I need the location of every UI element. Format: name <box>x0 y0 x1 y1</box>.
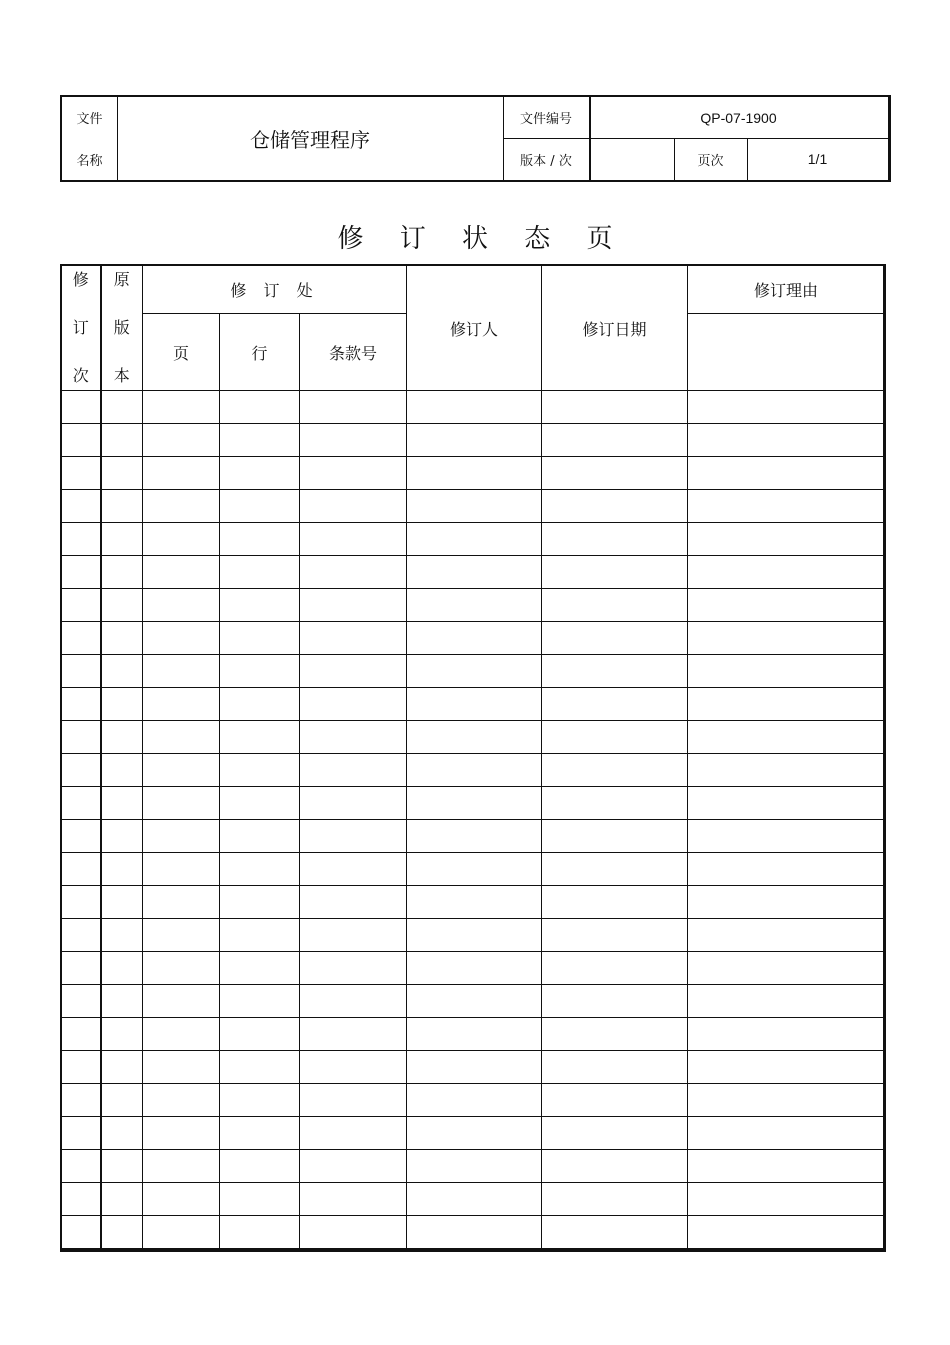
table-cell[interactable] <box>101 1216 143 1249</box>
table-cell[interactable] <box>542 424 688 457</box>
table-row <box>62 523 885 556</box>
table-cell[interactable] <box>542 1018 688 1051</box>
table-cell[interactable] <box>542 886 688 919</box>
table-cell[interactable] <box>407 1117 542 1150</box>
table-cell[interactable] <box>407 688 542 721</box>
table-cell[interactable] <box>407 886 542 919</box>
table-cell[interactable] <box>688 391 885 424</box>
table-cell[interactable] <box>407 985 542 1018</box>
table-row <box>62 655 885 688</box>
table-cell[interactable] <box>300 457 407 490</box>
table-cell[interactable] <box>62 622 101 655</box>
table-cell[interactable] <box>143 1018 220 1051</box>
table-cell[interactable] <box>143 787 220 820</box>
table-cell[interactable] <box>220 1084 300 1117</box>
table-cell[interactable] <box>300 622 407 655</box>
table-row <box>62 820 885 853</box>
table-cell[interactable] <box>220 985 300 1018</box>
table-cell[interactable] <box>143 622 220 655</box>
table-cell[interactable] <box>62 490 101 523</box>
table-cell[interactable] <box>688 424 885 457</box>
table-cell[interactable] <box>62 1084 101 1117</box>
table-row <box>62 490 885 523</box>
table-row <box>62 985 885 1018</box>
table-cell[interactable] <box>220 1216 300 1249</box>
table-cell[interactable] <box>542 655 688 688</box>
table-cell[interactable] <box>101 853 143 886</box>
table-cell[interactable] <box>542 523 688 556</box>
table-cell[interactable] <box>407 919 542 952</box>
reviser-header: 修订人 <box>407 266 542 391</box>
table-cell[interactable] <box>220 754 300 787</box>
rev-no-char: 订 <box>72 318 89 337</box>
table-cell[interactable] <box>220 1051 300 1084</box>
table-cell[interactable] <box>101 589 143 622</box>
table-row <box>62 622 885 655</box>
table-row <box>62 886 885 919</box>
table-cell[interactable] <box>688 1117 885 1150</box>
table-cell[interactable] <box>688 1051 885 1084</box>
table-cell[interactable] <box>62 457 101 490</box>
table-cell[interactable] <box>220 952 300 985</box>
page-no-value: 1/1 <box>807 151 828 167</box>
table-row <box>62 1183 885 1216</box>
table-cell[interactable] <box>62 721 101 754</box>
table-cell[interactable] <box>62 688 101 721</box>
table-cell[interactable] <box>407 457 542 490</box>
table-cell[interactable] <box>220 886 300 919</box>
table-cell[interactable] <box>143 589 220 622</box>
orig-version-char: 原 <box>113 270 130 289</box>
table-cell[interactable] <box>220 787 300 820</box>
table-cell[interactable] <box>300 1150 407 1183</box>
table-cell[interactable] <box>62 1216 101 1249</box>
table-cell[interactable] <box>300 391 407 424</box>
table-cell[interactable] <box>688 820 885 853</box>
table-cell[interactable] <box>688 1018 885 1051</box>
table-cell[interactable] <box>101 1183 143 1216</box>
table-cell[interactable] <box>101 490 143 523</box>
table-cell[interactable] <box>300 1018 407 1051</box>
table-cell[interactable] <box>220 1150 300 1183</box>
document-header <box>60 95 891 182</box>
table-cell[interactable] <box>143 919 220 952</box>
table-cell[interactable] <box>542 952 688 985</box>
table-cell[interactable] <box>143 1084 220 1117</box>
table-cell[interactable] <box>407 391 542 424</box>
table-cell[interactable] <box>300 490 407 523</box>
table-cell[interactable] <box>62 589 101 622</box>
table-cell[interactable] <box>220 721 300 754</box>
table-row <box>62 754 885 787</box>
table-row <box>62 1117 885 1150</box>
rev-no-header <box>62 266 101 391</box>
table-cell[interactable] <box>542 688 688 721</box>
table-cell[interactable] <box>62 886 101 919</box>
table-cell[interactable] <box>407 1216 542 1249</box>
table-cell[interactable] <box>143 556 220 589</box>
table-cell[interactable] <box>542 853 688 886</box>
table-row <box>62 952 885 985</box>
table-cell[interactable] <box>220 490 300 523</box>
table-cell[interactable] <box>62 1183 101 1216</box>
line-header: 行 <box>220 314 300 391</box>
table-row <box>62 1018 885 1051</box>
table-cell[interactable] <box>688 985 885 1018</box>
table-cell[interactable] <box>220 1018 300 1051</box>
table-cell[interactable] <box>220 655 300 688</box>
table-cell[interactable] <box>62 1018 101 1051</box>
table-cell[interactable] <box>688 1150 885 1183</box>
table-cell[interactable] <box>143 490 220 523</box>
table-cell[interactable] <box>300 820 407 853</box>
table-cell[interactable] <box>101 556 143 589</box>
table-cell[interactable] <box>300 523 407 556</box>
table-cell[interactable] <box>62 556 101 589</box>
page-no-label: 页次 <box>697 153 724 169</box>
table-cell[interactable] <box>143 820 220 853</box>
table-cell[interactable] <box>62 424 101 457</box>
table-cell[interactable] <box>62 655 101 688</box>
table-cell[interactable] <box>143 886 220 919</box>
table-cell[interactable] <box>407 655 542 688</box>
orig-version-char: 本 <box>113 366 130 385</box>
table-cell[interactable] <box>143 1051 220 1084</box>
table-cell[interactable] <box>300 754 407 787</box>
table-cell[interactable] <box>220 523 300 556</box>
table-cell[interactable] <box>407 1084 542 1117</box>
doc-name-value: 仓储管理程序 <box>250 128 370 152</box>
table-cell[interactable] <box>220 688 300 721</box>
table-cell[interactable] <box>62 1150 101 1183</box>
table-cell[interactable] <box>143 1183 220 1216</box>
table-cell[interactable] <box>101 1051 143 1084</box>
table-row <box>62 721 885 754</box>
table-cell[interactable] <box>407 1150 542 1183</box>
table-cell[interactable] <box>101 1117 143 1150</box>
table-cell[interactable] <box>62 919 101 952</box>
table-cell[interactable] <box>220 919 300 952</box>
table-cell[interactable] <box>143 853 220 886</box>
table-cell[interactable] <box>101 985 143 1018</box>
table-cell[interactable] <box>300 556 407 589</box>
table-cell[interactable] <box>62 952 101 985</box>
table-cell[interactable] <box>407 556 542 589</box>
table-cell[interactable] <box>300 721 407 754</box>
table-cell[interactable] <box>220 457 300 490</box>
table-cell[interactable] <box>62 787 101 820</box>
table-cell[interactable] <box>407 1051 542 1084</box>
table-cell[interactable] <box>688 688 885 721</box>
revision-reason-blank <box>688 314 885 391</box>
table-cell[interactable] <box>62 1051 101 1084</box>
doc-name-label-line2: 名称 <box>76 153 103 169</box>
table-cell[interactable] <box>143 721 220 754</box>
table-cell[interactable] <box>220 1117 300 1150</box>
table-cell[interactable] <box>143 457 220 490</box>
table-cell[interactable] <box>300 985 407 1018</box>
rev-no-char: 次 <box>72 366 89 385</box>
table-row <box>62 919 885 952</box>
table-cell[interactable] <box>688 919 885 952</box>
clause-no-header: 条款号 <box>300 314 407 391</box>
table-cell[interactable] <box>143 688 220 721</box>
table-cell[interactable] <box>62 391 101 424</box>
table-cell[interactable] <box>300 952 407 985</box>
table-cell[interactable] <box>407 490 542 523</box>
table-cell[interactable] <box>101 391 143 424</box>
table-cell[interactable] <box>101 820 143 853</box>
table-cell[interactable] <box>407 820 542 853</box>
table-cell[interactable] <box>688 1183 885 1216</box>
table-cell[interactable] <box>143 391 220 424</box>
table-cell[interactable] <box>220 556 300 589</box>
table-cell[interactable] <box>542 1051 688 1084</box>
table-cell[interactable] <box>542 1084 688 1117</box>
table-cell[interactable] <box>101 1018 143 1051</box>
table-cell[interactable] <box>688 787 885 820</box>
table-cell[interactable] <box>300 853 407 886</box>
table-cell[interactable] <box>688 952 885 985</box>
table-cell[interactable] <box>101 622 143 655</box>
table-cell[interactable] <box>542 556 688 589</box>
table-cell[interactable] <box>542 919 688 952</box>
page-title: 修 订 状 态 页 <box>337 224 627 254</box>
table-cell[interactable] <box>407 952 542 985</box>
table-cell[interactable] <box>220 853 300 886</box>
table-cell[interactable] <box>62 820 101 853</box>
table-cell[interactable] <box>143 985 220 1018</box>
table-row <box>62 1051 885 1084</box>
table-cell[interactable] <box>542 985 688 1018</box>
table-cell[interactable] <box>688 523 885 556</box>
table-cell[interactable] <box>101 919 143 952</box>
table-cell[interactable] <box>300 886 407 919</box>
table-cell[interactable] <box>101 523 143 556</box>
table-row <box>62 424 885 457</box>
orig-version-header <box>101 266 143 391</box>
table-cell[interactable] <box>220 820 300 853</box>
table-row <box>62 457 885 490</box>
table-cell[interactable] <box>407 853 542 886</box>
table-cell[interactable] <box>542 1150 688 1183</box>
table-cell[interactable] <box>220 1183 300 1216</box>
table-cell[interactable] <box>300 589 407 622</box>
table-cell[interactable] <box>143 1117 220 1150</box>
table-cell[interactable] <box>101 886 143 919</box>
table-cell[interactable] <box>542 1216 688 1249</box>
table-cell[interactable] <box>542 820 688 853</box>
revision-reason-header: 修订理由 <box>688 266 885 314</box>
revision-table <box>61 265 885 1249</box>
version-value <box>589 138 674 180</box>
table-cell[interactable] <box>542 1183 688 1216</box>
table-cell[interactable] <box>407 424 542 457</box>
table-cell[interactable] <box>101 1150 143 1183</box>
table-cell[interactable] <box>407 754 542 787</box>
table-row <box>62 853 885 886</box>
table-cell[interactable] <box>300 655 407 688</box>
table-cell[interactable] <box>542 490 688 523</box>
table-cell[interactable] <box>542 391 688 424</box>
table-cell[interactable] <box>143 655 220 688</box>
table-cell[interactable] <box>62 754 101 787</box>
table-cell[interactable] <box>220 622 300 655</box>
table-cell[interactable] <box>688 457 885 490</box>
page-header: 页 <box>143 314 220 391</box>
rev-no-char: 修 <box>72 270 89 289</box>
doc-no-label: 文件编号 <box>519 112 572 127</box>
table-cell[interactable] <box>101 787 143 820</box>
table-row <box>62 688 885 721</box>
table-cell[interactable] <box>143 754 220 787</box>
table-cell[interactable] <box>62 1117 101 1150</box>
table-cell[interactable] <box>542 457 688 490</box>
table-cell[interactable] <box>407 523 542 556</box>
table-cell[interactable] <box>101 457 143 490</box>
table-cell[interactable] <box>220 391 300 424</box>
table-cell[interactable] <box>143 1150 220 1183</box>
table-cell[interactable] <box>542 787 688 820</box>
table-row <box>62 1216 885 1249</box>
table-cell[interactable] <box>101 1084 143 1117</box>
table-cell[interactable] <box>407 721 542 754</box>
table-row <box>62 787 885 820</box>
table-cell[interactable] <box>688 556 885 589</box>
doc-no-value: QP-07-1900 <box>700 109 777 126</box>
table-cell[interactable] <box>101 688 143 721</box>
table-row <box>62 1150 885 1183</box>
table-cell[interactable] <box>62 523 101 556</box>
table-cell[interactable] <box>407 589 542 622</box>
table-cell[interactable] <box>688 589 885 622</box>
revision-location-header <box>143 266 407 314</box>
table-cell[interactable] <box>688 490 885 523</box>
table-cell[interactable] <box>220 589 300 622</box>
table-cell[interactable] <box>62 985 101 1018</box>
table-cell[interactable] <box>542 754 688 787</box>
table-cell[interactable] <box>101 721 143 754</box>
table-cell[interactable] <box>688 886 885 919</box>
table-cell[interactable] <box>300 688 407 721</box>
table-cell[interactable] <box>688 1084 885 1117</box>
table-cell[interactable] <box>542 622 688 655</box>
table-cell[interactable] <box>300 1117 407 1150</box>
table-cell[interactable] <box>688 721 885 754</box>
table-cell[interactable] <box>143 1216 220 1249</box>
revision-location-label: 修 订 处 <box>230 281 319 300</box>
version-label: 版本 / 次 <box>520 153 572 169</box>
table-row <box>62 589 885 622</box>
table-cell[interactable] <box>407 622 542 655</box>
table-cell[interactable] <box>300 787 407 820</box>
table-cell[interactable] <box>688 754 885 787</box>
revision-date-header: 修订日期 <box>542 266 688 391</box>
table-cell[interactable] <box>688 1216 885 1249</box>
doc-name-label-line1: 文件 <box>76 112 103 127</box>
orig-version-char: 版 <box>113 318 130 337</box>
table-cell[interactable] <box>407 1018 542 1051</box>
table-cell[interactable] <box>300 919 407 952</box>
table-cell[interactable] <box>101 424 143 457</box>
table-cell[interactable] <box>407 1183 542 1216</box>
table-cell[interactable] <box>300 1051 407 1084</box>
table-cell[interactable] <box>542 721 688 754</box>
table-cell[interactable] <box>688 622 885 655</box>
table-cell[interactable] <box>300 1084 407 1117</box>
table-cell[interactable] <box>542 1117 688 1150</box>
table-cell[interactable] <box>101 952 143 985</box>
table-cell[interactable] <box>220 424 300 457</box>
table-cell[interactable] <box>143 424 220 457</box>
table-cell[interactable] <box>143 523 220 556</box>
revision-table-body <box>62 391 885 1249</box>
table-cell[interactable] <box>407 787 542 820</box>
table-cell[interactable] <box>300 1216 407 1249</box>
table-cell[interactable] <box>62 853 101 886</box>
table-cell[interactable] <box>300 424 407 457</box>
table-cell[interactable] <box>688 853 885 886</box>
table-row <box>62 391 885 424</box>
table-cell[interactable] <box>688 655 885 688</box>
table-cell[interactable] <box>101 754 143 787</box>
table-cell[interactable] <box>300 1183 407 1216</box>
table-row <box>62 556 885 589</box>
table-cell[interactable] <box>542 589 688 622</box>
table-cell[interactable] <box>101 655 143 688</box>
table-row <box>62 1084 885 1117</box>
table-cell[interactable] <box>143 952 220 985</box>
